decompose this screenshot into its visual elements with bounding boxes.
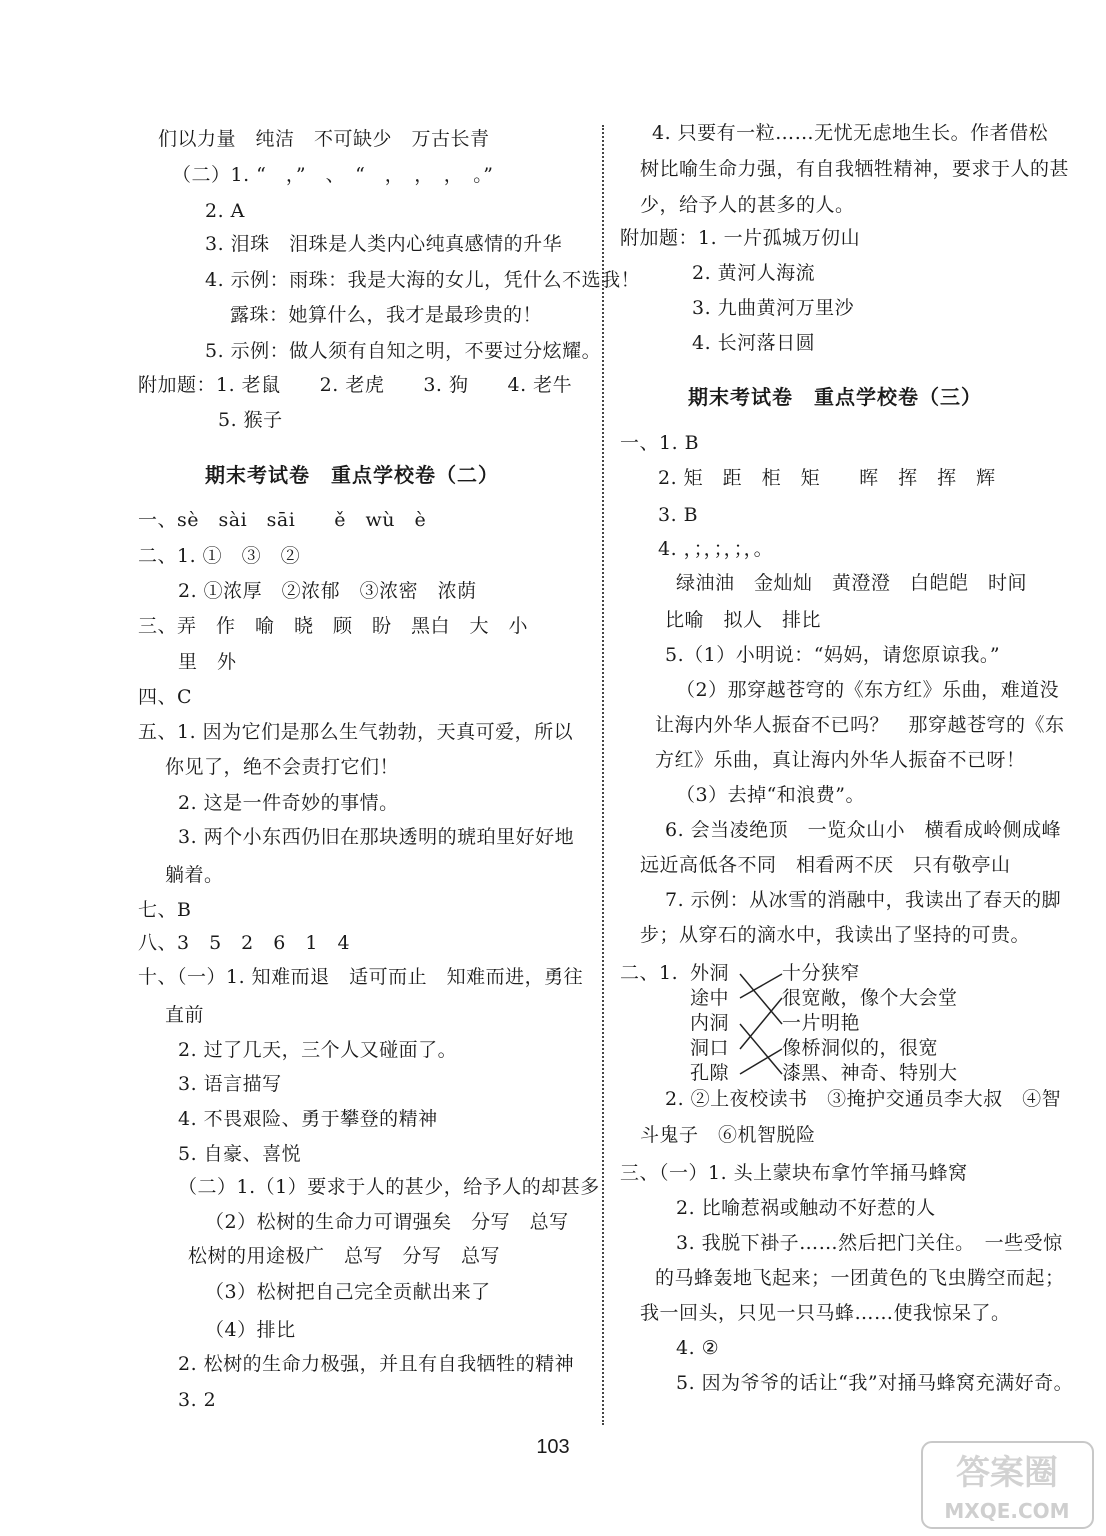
answer-line: 3. B [658, 504, 699, 526]
answer-line: 2. 这是一件奇妙的事情。 [178, 792, 399, 814]
match-line [740, 998, 782, 1049]
answer-line: 斗鬼子 ⑥机智脱险 [640, 1124, 816, 1146]
answer-line: （4）排比 [205, 1319, 296, 1341]
match-right-item: 漆黑、神奇、特别大 [782, 1062, 958, 1084]
match-line [740, 1024, 782, 1074]
answer-line: 里 外 [178, 651, 237, 673]
answer-line: 直前 [165, 1004, 205, 1026]
answer-line: 5. 自豪、喜悦 [178, 1143, 302, 1165]
answer-line: 4. ② [676, 1337, 720, 1359]
answer-line: 我一回头，只见一只马蜂……使我惊呆了。 [640, 1302, 1011, 1324]
matching-lines [738, 958, 784, 1086]
answer-line: 3. 九曲黄河万里沙 [692, 297, 855, 319]
answer-line: 十、（一）1. 知难而退 适可而止 知难而进，勇往 [138, 966, 584, 988]
answer-line: 远近高低各不同 相看两不厌 只有敬亭山 [640, 854, 1011, 876]
answer-line: 三、（一）1. 头上蒙块布拿竹竿捅马蜂窝 [620, 1162, 968, 1184]
match-left-item: 内洞 [690, 1012, 730, 1034]
match-left-item: 外洞 [690, 962, 730, 984]
answer-line: 7. 示例：从冰雪的消融中，我读出了春天的脚 [665, 889, 1062, 911]
answer-line: 3. 我脱下褂子……然后把门关住。 一些受惊 [676, 1232, 1063, 1254]
answer-line: 二、1. ① ③ ② [138, 545, 301, 567]
match-line [740, 974, 782, 1024]
answer-line: 五、1. 因为它们是那么生气勃勃，天真可爱，所以 [138, 721, 574, 743]
match-left-item: 孔隙 [690, 1062, 730, 1084]
watermark-logo [920, 1440, 1095, 1530]
column-divider [602, 125, 604, 1425]
answer-line: 八、3 5 2 6 1 4 [138, 932, 351, 954]
answer-line: 们以力量 纯洁 不可缺少 万古长青 [158, 128, 490, 150]
page-number: 103 [536, 1436, 570, 1458]
watermark-top-text: 答案圈 [956, 1453, 1058, 1493]
answer-line: 3. 泪珠 泪珠是人类内心纯真感情的升华 [205, 233, 563, 255]
match-right-item: 一片明艳 [782, 1012, 861, 1034]
watermark-bottom-text: MXQE.COM [944, 1499, 1070, 1523]
matching-exercise [690, 958, 1106, 1086]
section-title: 期末考试卷 重点学校卷（三） [688, 385, 982, 409]
answer-line: （二）1. “ ，” 、 “ ， ， ， 。” [172, 164, 494, 186]
answer-line: 5. 因为爷爷的话让“我”对捅马蜂窝充满好奇。 [676, 1372, 1074, 1394]
answer-line: 2. A [205, 200, 245, 222]
answer-line: 2. 松树的生命力极强，并且有自我牺牲的精神 [178, 1353, 575, 1375]
answer-line: 6. 会当凌绝顶 一览众山小 横看成岭侧成峰 [665, 819, 1062, 841]
answer-line: 3. 语言描写 [178, 1073, 282, 1095]
match-left-item: 途中 [690, 987, 730, 1009]
answer-line: 七、B [138, 899, 192, 921]
answer-line: 二、1. [620, 962, 679, 984]
answer-line: 三、弄 作 喻 晓 顾 盼 黑白 大 小 [138, 615, 529, 637]
answer-line: （3）去掉“和浪费”。 [676, 784, 866, 806]
answer-line: 4. ，；，；，；，。 [658, 538, 774, 560]
answer-line: 2. ①浓厚 ②浓郁 ③浓密 浓荫 [178, 580, 477, 602]
answer-line: 2. 矩 距 柜 矩 晖 挥 挥 辉 [658, 467, 996, 489]
match-right-item: 很宽敞，像个大会堂 [782, 987, 958, 1009]
section-title: 期末考试卷 重点学校卷（二） [205, 463, 499, 487]
answer-line: 附加题：1. 一片孤城万仞山 [620, 227, 861, 249]
answer-line: 露珠：她算什么，我才是最珍贵的！ [230, 304, 543, 326]
answer-line: （2）松树的生命力可谓强矣 分写 总写 [205, 1211, 569, 1233]
answer-line: 2. 过了几天，三个人又碰面了。 [178, 1039, 458, 1061]
answer-line: 5. 示例：做人须有自知之明，不要过分炫耀。 [205, 340, 602, 362]
answer-line: 你见了，绝不会责打它们！ [165, 756, 400, 778]
answer-line: 5.（1）小明说：“妈妈，请您原谅我。” [665, 644, 1001, 666]
answer-line: 一、1. B [620, 432, 700, 454]
answer-line: 2. 比喻惹祸或触动不好惹的人 [676, 1197, 936, 1219]
answer-line: 4. 示例：雨珠：我是大海的女儿，凭什么不选我！ [205, 269, 641, 291]
answer-line: 让海内外华人振奋不已吗？ 那穿越苍穹的《东 [655, 714, 1065, 736]
match-line [740, 1049, 782, 1074]
answer-line: 2. 黄河人海流 [692, 262, 816, 284]
answer-line: 附加题：1. 老鼠 2. 老虎 3. 狗 4. 老牛 [138, 374, 573, 396]
answer-line: 步；从穿石的滴水中，我读出了坚持的可贵。 [640, 924, 1031, 946]
answer-line: 绿油油 金灿灿 黄澄澄 白皑皑 时间 [676, 572, 1028, 594]
answer-line: （3）松树把自己完全贡献出来了 [205, 1281, 491, 1303]
answer-line: 2. ②上夜校读书 ③掩护交通员李大叔 ④智 [665, 1088, 1062, 1110]
answer-line: 3. 2 [178, 1389, 217, 1411]
answer-line: 树比喻生命力强，有自我牺牲精神，要求于人的甚 [640, 158, 1070, 180]
answer-line: 一、sè sài sāi ě wù è [138, 509, 427, 531]
answer-line: 4. 不畏艰险、勇于攀登的精神 [178, 1108, 438, 1130]
answer-line: （2）那穿越苍穹的《东方红》乐曲，难道没 [676, 679, 1060, 701]
answer-line: 比喻 拟人 排比 [665, 609, 822, 631]
answer-line: 方红》乐曲，真让海内外华人振奋不已呀！ [655, 749, 1026, 771]
answer-line: 5. 猴子 [218, 409, 283, 431]
match-right-item: 十分狭窄 [782, 962, 861, 984]
match-left-item: 洞口 [690, 1037, 730, 1059]
answer-line: 松树的用途极广 总写 分写 总写 [188, 1245, 501, 1267]
answer-line: 四、C [138, 686, 193, 708]
match-right-item: 像桥洞似的，很宽 [782, 1037, 939, 1059]
answer-line: （二）1.（1）要求于人的甚少，给予人的却甚多 [178, 1176, 600, 1198]
answer-line: 4. 长河落日圆 [692, 332, 816, 354]
answer-line: 3. 两个小东西仍旧在那块透明的琥珀里好好地 [178, 826, 575, 848]
answer-line: 少，给予人的甚多的人。 [640, 194, 855, 216]
answer-line: 的马蜂轰地飞起来；一团黄色的飞虫腾空而起； [655, 1267, 1065, 1289]
match-line [740, 974, 782, 998]
answer-line: 4. 只要有一粒……无忧无虑地生长。作者借松 [652, 122, 1049, 144]
answer-line: 躺着。 [165, 864, 224, 886]
